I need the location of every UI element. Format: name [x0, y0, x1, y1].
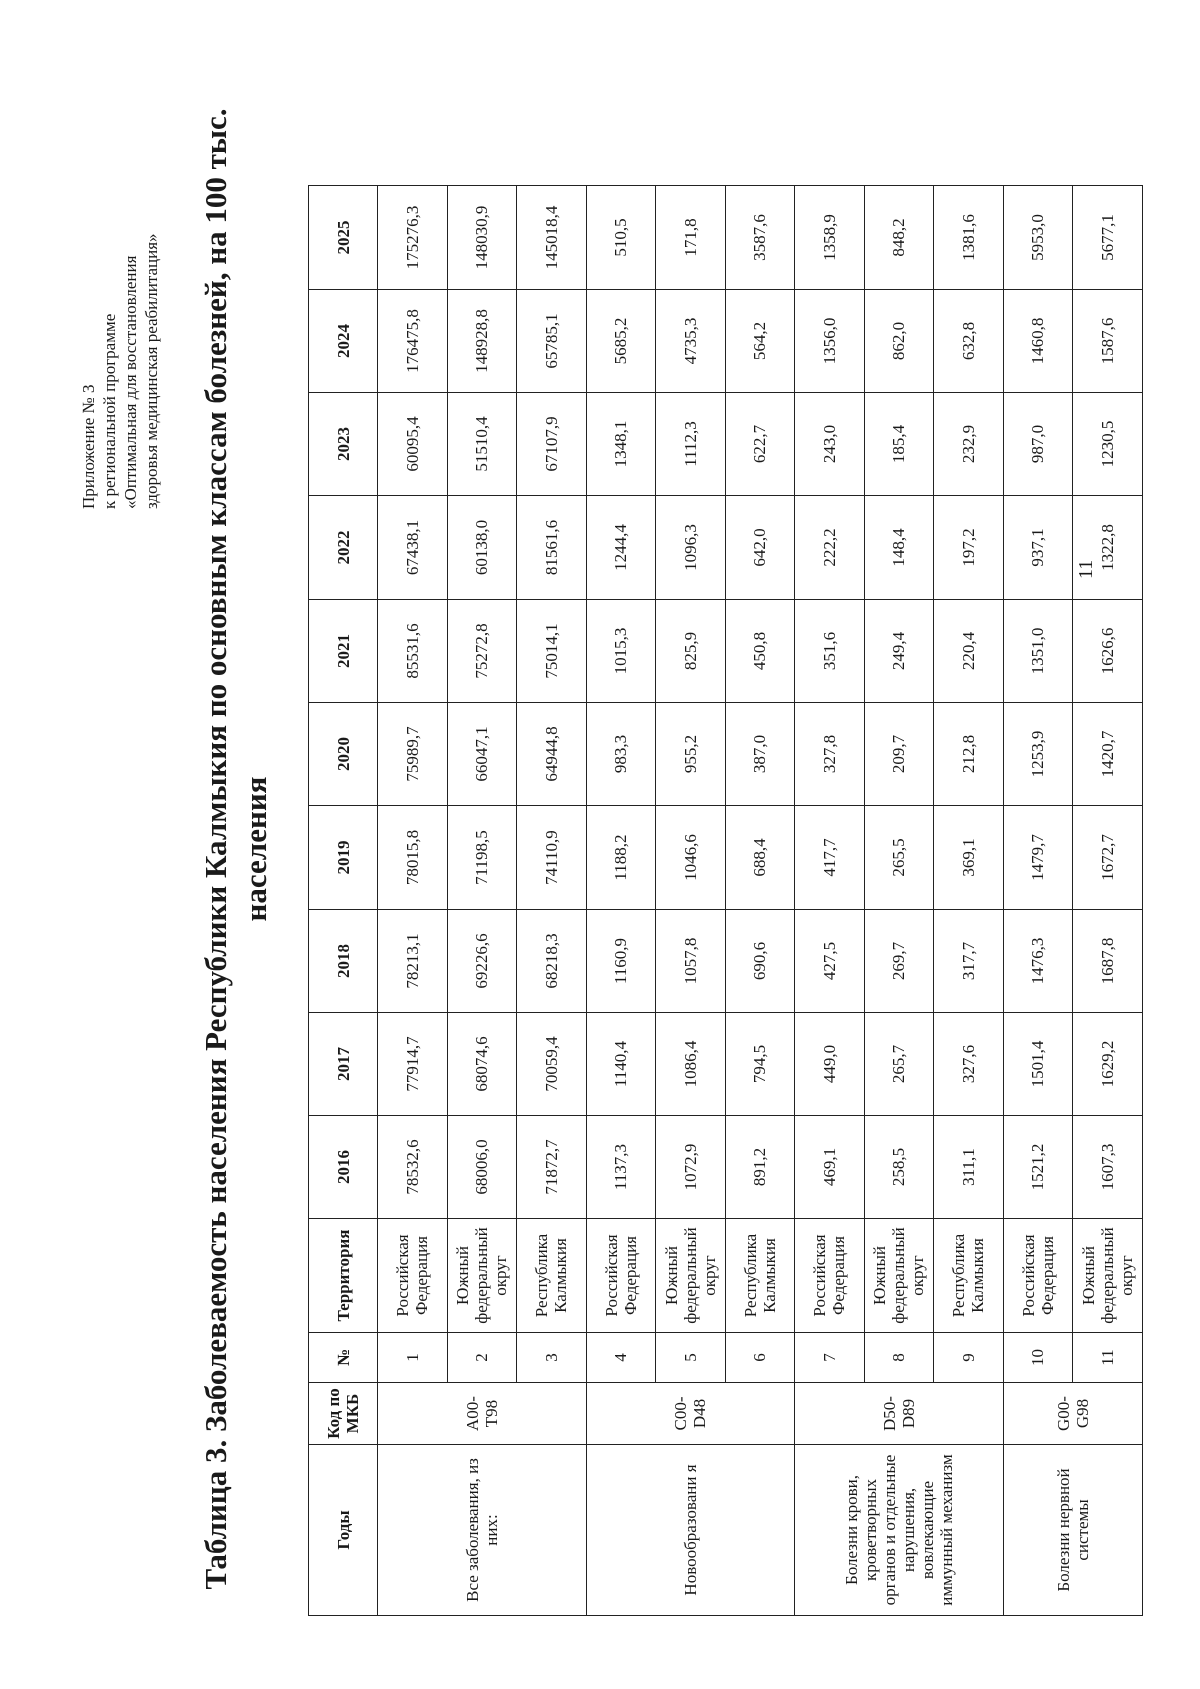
value-cell: 1626,6 [1073, 600, 1143, 703]
value-cell: 862,0 [864, 290, 934, 393]
value-cell: 688,4 [725, 806, 795, 910]
value-cell: 148928,8 [447, 290, 517, 393]
value-cell: 1381,6 [934, 186, 1004, 290]
appendix-line: Приложение № 3 [79, 384, 98, 509]
value-cell: 51510,4 [447, 393, 517, 496]
value-cell: 70059,4 [517, 1013, 587, 1116]
value-cell: 66047,1 [447, 703, 517, 806]
value-cell: 60138,0 [447, 496, 517, 600]
value-cell: 77914,7 [378, 1013, 448, 1116]
territory-cell: Южный федеральный округ [656, 1219, 726, 1333]
territory-cell: Южный федеральный округ [864, 1219, 934, 1333]
value-cell: 232,9 [934, 393, 1004, 496]
header-cell-year: 2018 [309, 910, 378, 1013]
value-cell: 955,2 [656, 703, 726, 806]
value-cell: 1479,7 [1003, 806, 1073, 910]
value-cell: 632,8 [934, 290, 1004, 393]
value-cell: 891,2 [725, 1116, 795, 1219]
disease-class-cell: Болезни крови, кроветворных органов и отдельные нарушения, вовлекающие иммунный механизм [795, 1445, 1004, 1616]
row-number-cell: 1 [378, 1333, 448, 1383]
row-number-cell: 4 [586, 1333, 656, 1383]
row-number-cell: 6 [725, 1333, 795, 1383]
header-row [309, 186, 378, 1616]
value-cell: 258,5 [864, 1116, 934, 1219]
value-cell: 1629,2 [1073, 1013, 1143, 1116]
value-cell: 510,5 [586, 186, 656, 290]
table-row [1003, 186, 1073, 1616]
row-number-cell: 11 [1073, 1333, 1143, 1383]
value-cell: 1244,4 [586, 496, 656, 600]
value-cell: 622,7 [725, 393, 795, 496]
value-cell: 1160,9 [586, 910, 656, 1013]
value-cell: 265,7 [864, 1013, 934, 1116]
value-cell: 369,1 [934, 806, 1004, 910]
value-cell: 690,6 [725, 910, 795, 1013]
value-cell: 5677,1 [1073, 186, 1143, 290]
icd-code-cell: D50-D89 [795, 1383, 1004, 1445]
icd-code-cell: А00-Т98 [378, 1383, 587, 1445]
value-cell: 269,7 [864, 910, 934, 1013]
value-cell: 4735,3 [656, 290, 726, 393]
value-cell: 825,9 [656, 600, 726, 703]
value-cell: 85531,6 [378, 600, 448, 703]
value-cell: 983,3 [586, 703, 656, 806]
value-cell: 351,6 [795, 600, 865, 703]
value-cell: 3587,6 [725, 186, 795, 290]
value-cell: 65785,1 [517, 290, 587, 393]
table-row [586, 186, 656, 1616]
value-cell: 69226,6 [447, 910, 517, 1013]
value-cell: 1112,3 [656, 393, 726, 496]
header-cell-code: Код по МКБ [309, 1383, 378, 1445]
value-cell: 1501,4 [1003, 1013, 1073, 1116]
value-cell: 1460,8 [1003, 290, 1073, 393]
table-row [378, 186, 448, 1616]
value-cell: 1348,1 [586, 393, 656, 496]
value-cell: 1072,9 [656, 1116, 726, 1219]
value-cell: 1230,5 [1073, 393, 1143, 496]
row-number-cell: 10 [1003, 1333, 1073, 1383]
value-cell: 1188,2 [586, 806, 656, 910]
value-cell: 1253,9 [1003, 703, 1073, 806]
territory-cell: Российская Федерация [795, 1219, 865, 1333]
row-number-cell: 5 [656, 1333, 726, 1383]
table-body [378, 186, 1143, 1616]
value-cell: 71198,5 [447, 806, 517, 910]
value-cell: 68218,3 [517, 910, 587, 1013]
value-cell: 74110,9 [517, 806, 587, 910]
value-cell: 176475,8 [378, 290, 448, 393]
value-cell: 67107,9 [517, 393, 587, 496]
value-cell: 450,8 [725, 600, 795, 703]
value-cell: 78213,1 [378, 910, 448, 1013]
value-cell: 145018,4 [517, 186, 587, 290]
value-cell: 75272,8 [447, 600, 517, 703]
value-cell: 75989,7 [378, 703, 448, 806]
value-cell: 209,7 [864, 703, 934, 806]
header-cell-year: 2024 [309, 290, 378, 393]
appendix-line: «Оптимальная для восстановления [121, 255, 140, 509]
icd-code-cell: G00-G98 [1003, 1383, 1142, 1445]
morbidity-table [308, 185, 1143, 1616]
value-cell: 1137,3 [586, 1116, 656, 1219]
header-cell-number: № [309, 1333, 378, 1383]
disease-class-cell: Все заболевания, из них: [378, 1445, 587, 1616]
value-cell: 249,4 [864, 600, 934, 703]
value-cell: 1476,3 [1003, 910, 1073, 1013]
row-number-cell: 9 [934, 1333, 1004, 1383]
value-cell: 60095,4 [378, 393, 448, 496]
appendix-line: к региональной программе [100, 313, 119, 509]
page-number: 11 [1075, 559, 1097, 579]
value-cell: 469,1 [795, 1116, 865, 1219]
table-row [795, 186, 865, 1616]
row-number-cell: 2 [447, 1333, 517, 1383]
value-cell: 1356,0 [795, 290, 865, 393]
appendix-line: здоровья медицинская реабилитация» [142, 233, 161, 509]
value-cell: 171,8 [656, 186, 726, 290]
value-cell: 449,0 [795, 1013, 865, 1116]
value-cell: 794,5 [725, 1013, 795, 1116]
value-cell: 78015,8 [378, 806, 448, 910]
value-cell: 417,7 [795, 806, 865, 910]
territory-cell: Республика Калмыкия [934, 1219, 1004, 1333]
header-cell-year: 2021 [309, 600, 378, 703]
header-cell-territory: Территория [309, 1219, 378, 1333]
value-cell: 1672,7 [1073, 806, 1143, 910]
value-cell: 1587,6 [1073, 290, 1143, 393]
value-cell: 1096,3 [656, 496, 726, 600]
value-cell: 75014,1 [517, 600, 587, 703]
header-cell-year: 2025 [309, 186, 378, 290]
value-cell: 848,2 [864, 186, 934, 290]
value-cell: 642,0 [725, 496, 795, 600]
row-number-cell: 3 [517, 1333, 587, 1383]
header-cell-year: 2020 [309, 703, 378, 806]
header-cell-years: Годы [309, 1445, 378, 1616]
value-cell: 1057,8 [656, 910, 726, 1013]
value-cell: 1358,9 [795, 186, 865, 290]
value-cell: 1521,2 [1003, 1116, 1073, 1219]
value-cell: 148,4 [864, 496, 934, 600]
header-cell-year: 2023 [309, 393, 378, 496]
header-cell-year: 2022 [309, 496, 378, 600]
appendix-note [78, 29, 162, 509]
table-title: Таблица 3. Заболеваемость населения Республики Калмыкия по основным классам болезней, на 100 тыс. населения [198, 108, 273, 1590]
header-cell-year: 2019 [309, 806, 378, 910]
value-cell: 71872,7 [517, 1116, 587, 1219]
value-cell: 197,2 [934, 496, 1004, 600]
value-cell: 317,7 [934, 910, 1004, 1013]
value-cell: 1351,0 [1003, 600, 1073, 703]
value-cell: 222,2 [795, 496, 865, 600]
value-cell: 68074,6 [447, 1013, 517, 1116]
disease-class-cell: Новообразовани я [586, 1445, 795, 1616]
value-cell: 564,2 [725, 290, 795, 393]
territory-cell: Республика Калмыкия [517, 1219, 587, 1333]
value-cell: 212,8 [934, 703, 1004, 806]
territory-cell: Российская Федерация [1003, 1219, 1073, 1333]
value-cell: 427,5 [795, 910, 865, 1013]
value-cell: 5685,2 [586, 290, 656, 393]
value-cell: 243,0 [795, 393, 865, 496]
territory-cell: Российская Федерация [378, 1219, 448, 1333]
territory-cell: Республика Калмыкия [725, 1219, 795, 1333]
value-cell: 327,8 [795, 703, 865, 806]
value-cell: 937,1 [1003, 496, 1073, 600]
value-cell: 220,4 [934, 600, 1004, 703]
value-cell: 67438,1 [378, 496, 448, 600]
value-cell: 68006,0 [447, 1116, 517, 1219]
value-cell: 5953,0 [1003, 186, 1073, 290]
territory-cell: Южный федеральный округ [447, 1219, 517, 1333]
value-cell: 148030,9 [447, 186, 517, 290]
value-cell: 78532,6 [378, 1116, 448, 1219]
header-cell-year: 2017 [309, 1013, 378, 1116]
value-cell: 1607,3 [1073, 1116, 1143, 1219]
value-cell: 1086,4 [656, 1013, 726, 1116]
value-cell: 327,6 [934, 1013, 1004, 1116]
value-cell: 311,1 [934, 1116, 1004, 1219]
value-cell: 987,0 [1003, 393, 1073, 496]
value-cell: 81561,6 [517, 496, 587, 600]
disease-class-cell: Болезни нервной системы [1003, 1445, 1142, 1616]
value-cell: 1140,4 [586, 1013, 656, 1116]
value-cell: 387,0 [725, 703, 795, 806]
value-cell: 1046,6 [656, 806, 726, 910]
value-cell: 1687,8 [1073, 910, 1143, 1013]
value-cell: 64944,8 [517, 703, 587, 806]
row-number-cell: 7 [795, 1333, 865, 1383]
header-cell-year: 2016 [309, 1116, 378, 1219]
value-cell: 265,5 [864, 806, 934, 910]
row-number-cell: 8 [864, 1333, 934, 1383]
value-cell: 175276,3 [378, 186, 448, 290]
territory-cell: Южный федеральный округ [1073, 1219, 1143, 1333]
value-cell: 185,4 [864, 393, 934, 496]
territory-cell: Российская Федерация [586, 1219, 656, 1333]
value-cell: 1420,7 [1073, 703, 1143, 806]
value-cell: 1015,3 [586, 600, 656, 703]
icd-code-cell: С00-D48 [586, 1383, 795, 1445]
value-cell: 1322,8 [1073, 496, 1143, 600]
